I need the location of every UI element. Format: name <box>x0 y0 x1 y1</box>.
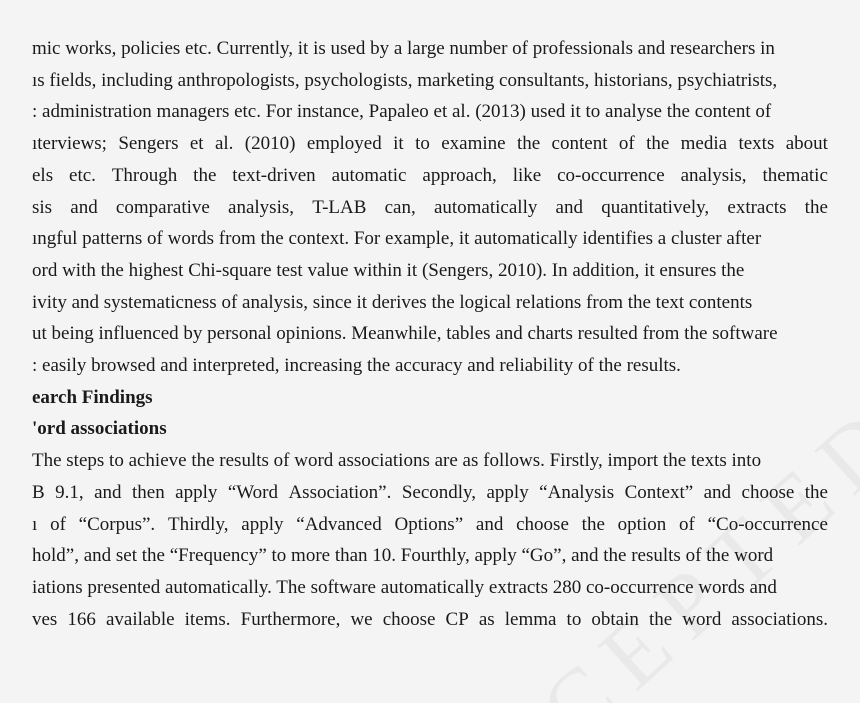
word: approach, <box>422 164 497 186</box>
word: ı <box>32 513 38 535</box>
word: and <box>70 196 98 218</box>
text-line <box>32 161 828 191</box>
word: 166 <box>67 608 96 630</box>
word: and <box>94 481 122 503</box>
word: lemma <box>504 608 557 630</box>
text-line: The steps to achieve the results of word associations are as follows. Firstly, import the texts into <box>32 450 762 472</box>
word: comparative <box>115 196 210 218</box>
text-line: ut being influenced by personal opinions. Meanwhile, tables and charts resulted from the software <box>32 323 778 345</box>
word: automatically <box>433 196 538 218</box>
word: etc. <box>69 164 96 186</box>
text-line <box>32 478 828 508</box>
word: to <box>566 608 582 630</box>
word: and <box>703 481 732 503</box>
word: the <box>193 164 217 186</box>
text-line <box>32 510 828 540</box>
word: word <box>682 608 722 630</box>
word: then <box>131 481 165 503</box>
word: it <box>393 133 404 155</box>
word: Thirdly, <box>167 513 229 535</box>
word: B <box>32 481 45 503</box>
word: the <box>646 133 670 155</box>
word: 9.1, <box>55 481 84 503</box>
word: like <box>512 164 542 186</box>
word: “Advanced <box>296 513 382 535</box>
word: al. <box>214 133 234 155</box>
word: CP <box>445 608 469 630</box>
word: Through <box>111 164 178 186</box>
word: the <box>581 513 605 535</box>
word: content <box>551 133 608 155</box>
word: et <box>189 133 204 155</box>
word: automatic <box>331 164 407 186</box>
word: examine <box>441 133 506 155</box>
word: choose <box>516 513 569 535</box>
word: “Co-occurrence <box>707 513 828 535</box>
word: the <box>648 608 673 630</box>
word: items. <box>184 608 231 630</box>
word: employed <box>306 133 382 155</box>
text-line: mic works, policies etc. Currently, it is used by a large number of professionals and researchers in <box>32 38 775 59</box>
section-heading: 'ord associations <box>32 418 167 440</box>
word: about <box>785 133 828 155</box>
word: ves <box>32 608 58 630</box>
word: the <box>804 481 828 503</box>
word: (2010) <box>244 133 296 155</box>
word: of <box>679 513 695 535</box>
text-line <box>32 193 828 223</box>
word: text-driven <box>232 164 316 186</box>
word: associations. <box>731 608 828 630</box>
text-line: ıngful patterns of words from the context. For example, it automatically identifies a cluster after <box>32 228 762 250</box>
word: and <box>555 196 583 218</box>
text-line: : easily browsed and interpreted, increasing the accuracy and reliability of the results. <box>32 355 681 376</box>
word: Sengers <box>118 133 179 155</box>
word: els <box>32 164 54 186</box>
word: apply <box>175 481 218 503</box>
text-line: ivity and systematicness of analysis, since it derives the logical relations from the text contents <box>32 291 753 313</box>
word: choose <box>741 481 795 503</box>
word: the <box>804 196 828 218</box>
word: “Analysis <box>539 481 615 503</box>
word: Furthermore, <box>240 608 341 630</box>
word: texts <box>738 133 775 155</box>
word: co-occurrence <box>557 164 665 186</box>
word: we <box>350 608 373 630</box>
text-line: : administration managers etc. For instance, Papaleo et al. (2013) used it to analyse the content of <box>32 101 772 123</box>
word: the <box>516 133 541 155</box>
word: obtain <box>591 608 639 630</box>
word: can, <box>384 196 416 218</box>
word: to <box>415 133 430 155</box>
word: analysis, <box>680 164 747 186</box>
word: apply <box>486 481 529 503</box>
word: apply <box>241 513 284 535</box>
word: T-LAB <box>312 196 367 218</box>
text-line: iations presented automatically. The software automatically extracts 280 co-occurrence words and <box>32 576 777 598</box>
text-line <box>32 129 828 159</box>
word: option <box>617 513 667 535</box>
text-line <box>32 605 828 635</box>
word: of <box>50 513 66 535</box>
word: “Word <box>227 481 278 503</box>
word: quantitatively, <box>601 196 710 218</box>
word: Secondly, <box>401 481 477 503</box>
word: available <box>105 608 175 630</box>
word: thematic <box>762 164 828 186</box>
text-line: ord with the highest Chi-square test value within it (Sengers, 2010). In addition, it ensures the <box>32 259 745 281</box>
section-heading: earch Findings <box>32 386 153 408</box>
word: ıterviews; <box>32 133 107 155</box>
word: Context” <box>624 481 694 503</box>
word: Association”. <box>288 481 392 503</box>
word: as <box>478 608 495 630</box>
text-line: hold”, and set the “Frequency” to more than 10. Fourthly, apply “Go”, and the results of the word <box>32 545 774 567</box>
word: of <box>618 133 635 155</box>
word: “Corpus”. <box>78 513 156 535</box>
word: choose <box>382 608 436 630</box>
word: analysis, <box>228 196 294 218</box>
word: and <box>475 513 504 535</box>
word: media <box>680 133 728 155</box>
text-line: ıs fields, including anthropologists, psychologists, marketing consultants, historians, psychiatrists, <box>32 69 778 91</box>
word: Options” <box>394 513 464 535</box>
word: sis <box>32 196 53 218</box>
word: extracts <box>727 196 787 218</box>
